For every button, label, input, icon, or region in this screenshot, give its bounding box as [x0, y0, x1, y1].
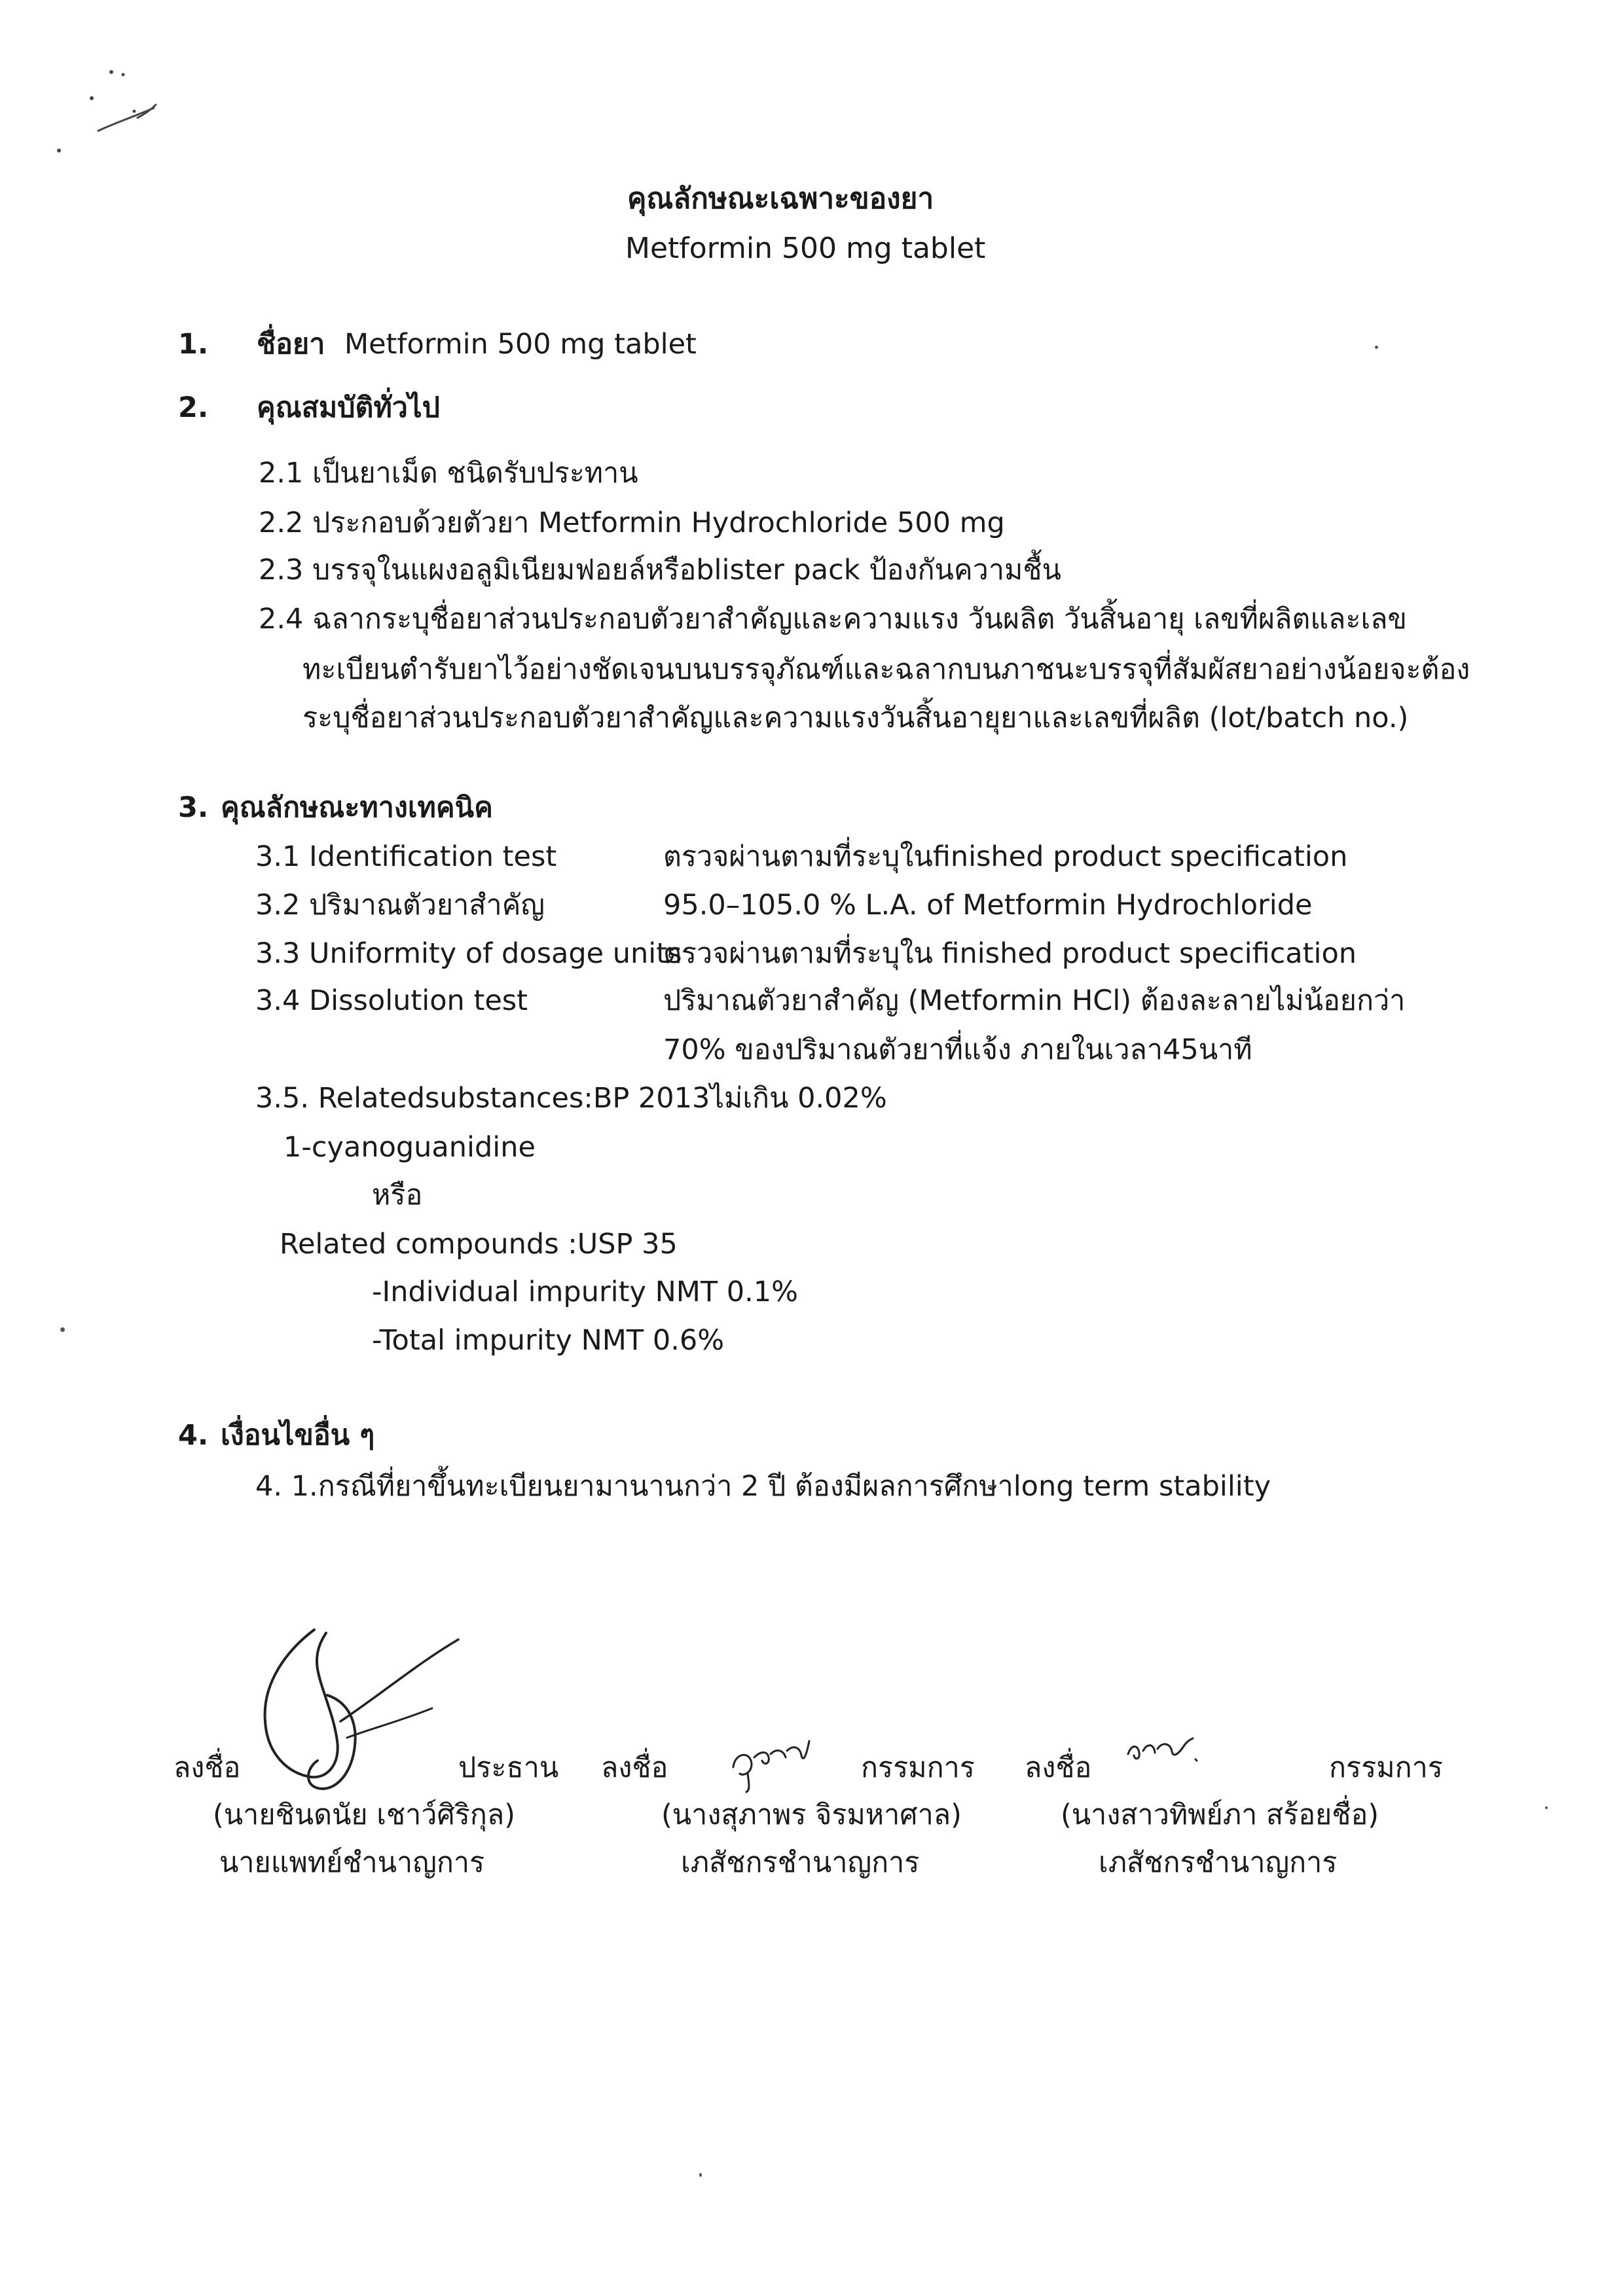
cyanoguanidine: 1-cyanoguanidine	[283, 1131, 536, 1164]
signer-position: เภสัชกรชำนาญการ	[681, 1846, 920, 1879]
spec-value: 95.0–105.0 % L.A. of Metformin Hydrochloride	[663, 889, 1313, 922]
spec-value-continuation: 70% ของปริมาณตัวยาที่แจ้ง ภายในเวลา45นาที	[663, 1033, 1252, 1066]
spec-label: 3.4 Dissolution test	[255, 984, 528, 1017]
signature-member-1	[728, 1728, 813, 1793]
section-3-heading: คุณลักษณะทางเทคนิค	[221, 791, 493, 824]
related-compounds: Related compounds :USP 35	[280, 1228, 678, 1261]
section-2-item-continuation: ทะเบียนตำรับยาไว้อย่างชัดเจนบนบรรจุภัณฑ์และฉลากบนภาชนะบรรจุที่สัมผัสยาอย่างน้อยจะต้อง	[302, 653, 1470, 686]
sign-label: ลงชื่อ	[173, 1751, 241, 1784]
section-1-number: 1.	[178, 328, 209, 361]
scan-speck	[60, 1327, 65, 1332]
signer-name: (นางสุภาพร จิรมหาศาล)	[661, 1799, 962, 1831]
signer-position: นายแพทย์ชำนาญการ	[219, 1846, 485, 1879]
related-substances: 3.5. Relatedsubstances:BP 2013ไม่เกิน 0.02%	[255, 1082, 887, 1115]
section-1-value: Metformin 500 mg tablet	[344, 328, 697, 361]
section-2-item: 2.4 ฉลากระบุชื่อยาส่วนประกอบตัวยาสำคัญและความแรง วันผลิต วันสิ้นอายุ เลขที่ผลิตและเลข	[259, 603, 1407, 636]
section-4-item: 4. 1.กรณีที่ยาขึ้นทะเบียนยามานานกว่า 2 ปี ต้องมีผลการศึกษาlong term stability	[255, 1470, 1271, 1503]
signer-name: (นายชินดนัย เชาว์ศิริกุล)	[213, 1799, 515, 1831]
section-2-heading: คุณสมบัติทั่วไป	[257, 391, 440, 424]
individual-impurity: -Individual impurity NMT 0.1%	[372, 1276, 799, 1308]
spec-label: 3.1 Identification test	[255, 840, 557, 873]
role-member: กรรมการ	[1329, 1751, 1443, 1784]
section-1-label: ชื่อยา	[257, 328, 325, 361]
role-member: กรรมการ	[861, 1751, 975, 1784]
scan-speck	[699, 2173, 702, 2177]
document-title: คุณลักษณะเฉพาะของยา	[627, 182, 934, 215]
signer-name: (นางสาวทิพย์ภา สร้อยชื่อ)	[1061, 1799, 1379, 1831]
section-2-item-continuation: ระบุชื่อยาส่วนประกอบตัวยาสำคัญและความแรงวันสิ้นอายุยาและเลขที่ผลิต (lot/batch no.)	[302, 702, 1409, 734]
signature-chairman	[249, 1623, 471, 1800]
section-4-number: 4.	[178, 1419, 209, 1452]
spec-label: 3.3 Uniformity of dosage units	[255, 937, 682, 970]
role-chairman: ประธาน	[458, 1751, 559, 1784]
sign-label: ลงชื่อ	[1025, 1751, 1092, 1784]
section-2-item: 2.3 บรรจุในแผงอลูมิเนียมฟอยล์หรือblister pack ป้องกันความชื้น	[259, 554, 1061, 586]
signature-member-2	[1125, 1734, 1223, 1774]
spec-label: 3.2 ปริมาณตัวยาสำคัญ	[255, 889, 545, 922]
spec-value: ตรวจผ่านตามที่ระบุใน finished product specification	[663, 937, 1357, 970]
section-4-heading: เงื่อนไขอื่น ๆ	[221, 1419, 375, 1452]
total-impurity: -Total impurity NMT 0.6%	[372, 1324, 725, 1357]
scan-speck	[1545, 1806, 1548, 1809]
document-subtitle: Metformin 500 mg tablet	[625, 232, 986, 265]
scan-mark	[39, 52, 170, 170]
spec-value: ปริมาณตัวยาสำคัญ (Metformin HCl) ต้องละลายไม่น้อยกว่า	[663, 984, 1406, 1017]
scan-speck	[1375, 346, 1378, 349]
section-3-number: 3.	[178, 791, 209, 824]
or-text: หรือ	[372, 1179, 423, 1211]
section-2-item: 2.2 ประกอบด้วยตัวยา Metformin Hydrochloride 500 mg	[259, 507, 1005, 539]
section-2-number: 2.	[178, 391, 209, 424]
spec-value: ตรวจผ่านตามที่ระบุในfinished product specification	[663, 840, 1348, 873]
signer-position: เภสัชกรชำนาญการ	[1099, 1846, 1338, 1879]
section-2-item: 2.1 เป็นยาเม็ด ชนิดรับประทาน	[259, 457, 638, 490]
sign-label: ลงชื่อ	[601, 1751, 668, 1784]
